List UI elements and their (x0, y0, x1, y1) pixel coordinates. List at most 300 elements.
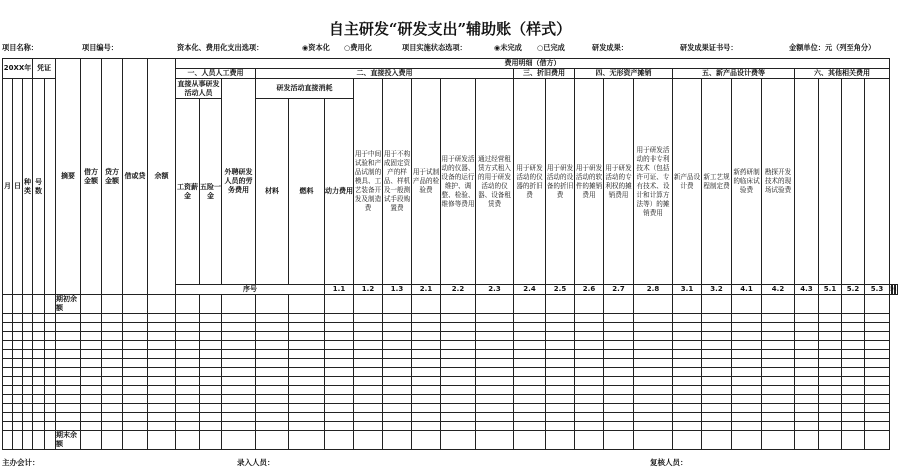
ledger-cell[interactable] (289, 341, 325, 350)
ledger-cell[interactable] (176, 377, 200, 386)
ledger-cell[interactable] (33, 332, 45, 341)
ledger-cell[interactable] (3, 422, 13, 431)
ledger-cell[interactable] (546, 323, 575, 332)
ledger-cell[interactable] (81, 323, 102, 332)
ledger-cell[interactable] (441, 386, 476, 395)
ledger-cell[interactable] (412, 332, 441, 341)
ledger-cell[interactable] (762, 341, 795, 350)
ledger-cell[interactable] (354, 431, 383, 450)
ledger-cell[interactable] (123, 341, 148, 350)
ledger-cell[interactable] (383, 395, 412, 404)
ledger-cell[interactable] (383, 341, 412, 350)
ledger-cell[interactable] (354, 377, 383, 386)
ledger-cell[interactable] (604, 350, 634, 359)
ledger-cell[interactable] (865, 386, 890, 395)
ledger-cell[interactable] (23, 314, 33, 323)
ledger-cell[interactable] (325, 404, 354, 413)
ledger-cell[interactable] (762, 404, 795, 413)
ledger-cell[interactable] (634, 431, 673, 450)
ledger-cell[interactable] (476, 341, 514, 350)
ledger-cell[interactable] (634, 359, 673, 368)
ledger-cell[interactable] (604, 422, 634, 431)
ledger-cell[interactable] (148, 350, 176, 359)
ledger-cell[interactable] (45, 413, 56, 422)
ledger-cell[interactable] (123, 431, 148, 450)
ledger-cell[interactable] (148, 404, 176, 413)
ledger-cell[interactable] (45, 404, 56, 413)
ledger-cell[interactable] (222, 359, 256, 368)
ledger-cell[interactable] (819, 422, 842, 431)
ledger-cell[interactable] (200, 359, 222, 368)
ledger-cell[interactable] (412, 314, 441, 323)
ledger-cell[interactable] (81, 413, 102, 422)
ledger-cell[interactable] (441, 341, 476, 350)
ledger-cell[interactable] (383, 368, 412, 377)
ledger-cell[interactable] (102, 368, 123, 377)
ledger-cell[interactable] (762, 386, 795, 395)
ledger-cell[interactable] (819, 404, 842, 413)
ledger-cell[interactable] (604, 359, 634, 368)
ledger-cell[interactable] (3, 332, 13, 341)
ledger-cell[interactable] (604, 386, 634, 395)
ledger-cell[interactable] (842, 323, 865, 332)
ledger-cell[interactable] (325, 332, 354, 341)
ledger-cell[interactable] (819, 413, 842, 422)
ledger-cell[interactable] (514, 395, 546, 404)
ledger-cell[interactable] (702, 386, 732, 395)
cap-radio-capitalize[interactable]: ◉资本化 (302, 43, 330, 52)
ledger-cell[interactable] (23, 413, 33, 422)
ledger-cell[interactable] (634, 386, 673, 395)
ledger-cell[interactable] (819, 377, 842, 386)
ledger-cell[interactable] (673, 377, 702, 386)
ledger-cell[interactable] (476, 314, 514, 323)
ledger-cell[interactable] (354, 341, 383, 350)
ledger-cell[interactable] (383, 413, 412, 422)
ledger-cell[interactable] (842, 431, 865, 450)
ledger-cell[interactable] (256, 404, 289, 413)
ledger-cell[interactable] (56, 395, 81, 404)
ledger-cell[interactable] (673, 332, 702, 341)
ledger-cell[interactable] (702, 404, 732, 413)
ledger-cell[interactable] (842, 395, 865, 404)
ledger-cell[interactable] (56, 332, 81, 341)
ledger-cell[interactable] (354, 350, 383, 359)
ledger-cell[interactable] (604, 332, 634, 341)
ledger-cell[interactable] (673, 314, 702, 323)
ledger-cell[interactable] (702, 431, 732, 450)
ledger-cell[interactable] (575, 341, 604, 350)
ledger-cell[interactable] (222, 323, 256, 332)
ledger-cell[interactable] (476, 386, 514, 395)
ledger-cell[interactable] (23, 341, 33, 350)
ledger-cell[interactable] (795, 395, 819, 404)
ledger-cell[interactable] (176, 341, 200, 350)
ledger-cell[interactable] (546, 350, 575, 359)
ledger-cell[interactable] (148, 314, 176, 323)
ledger-cell[interactable] (476, 323, 514, 332)
ledger-cell[interactable] (56, 377, 81, 386)
ledger-cell[interactable] (176, 395, 200, 404)
ledger-cell[interactable] (732, 395, 762, 404)
ledger-cell[interactable] (33, 422, 45, 431)
ledger-cell[interactable] (476, 295, 514, 314)
ledger-cell[interactable] (56, 404, 81, 413)
ledger-cell[interactable] (819, 332, 842, 341)
ledger-cell[interactable] (56, 422, 81, 431)
ledger-cell[interactable] (354, 422, 383, 431)
ledger-cell[interactable] (33, 404, 45, 413)
ledger-cell[interactable] (842, 404, 865, 413)
ledger-cell[interactable] (200, 341, 222, 350)
ledger-cell[interactable] (819, 359, 842, 368)
ledger-cell[interactable] (123, 413, 148, 422)
ledger-cell[interactable] (795, 323, 819, 332)
ledger-cell[interactable] (200, 350, 222, 359)
ledger-cell[interactable] (383, 323, 412, 332)
ledger-cell[interactable] (732, 332, 762, 341)
ledger-cell[interactable] (819, 368, 842, 377)
ledger-cell[interactable] (546, 404, 575, 413)
ledger-cell[interactable] (762, 332, 795, 341)
ledger-cell[interactable] (383, 359, 412, 368)
ledger-cell[interactable] (123, 323, 148, 332)
ledger-cell[interactable] (514, 422, 546, 431)
ledger-cell[interactable] (441, 314, 476, 323)
ledger-cell[interactable] (45, 323, 56, 332)
ledger-cell[interactable] (441, 404, 476, 413)
ledger-cell[interactable] (546, 395, 575, 404)
ledger-cell[interactable] (325, 422, 354, 431)
ledger-cell[interactable] (514, 295, 546, 314)
ledger-cell[interactable] (222, 341, 256, 350)
ledger-cell[interactable] (102, 377, 123, 386)
ledger-cell[interactable] (514, 413, 546, 422)
ledger-cell[interactable] (795, 332, 819, 341)
ledger-cell[interactable] (673, 386, 702, 395)
ledger-cell[interactable] (102, 341, 123, 350)
ledger-cell[interactable] (123, 368, 148, 377)
ledger-cell[interactable] (45, 341, 56, 350)
ledger-cell[interactable] (13, 295, 23, 314)
ledger-cell[interactable] (45, 295, 56, 314)
ledger-cell[interactable] (762, 314, 795, 323)
ledger-cell[interactable] (102, 404, 123, 413)
ledger-cell[interactable] (673, 350, 702, 359)
cap-radio-expense[interactable]: ○费用化 (344, 43, 372, 52)
ledger-cell[interactable] (575, 323, 604, 332)
ledger-cell[interactable] (514, 350, 546, 359)
ledger-cell[interactable] (3, 386, 13, 395)
ledger-cell[interactable] (256, 368, 289, 377)
ledger-cell[interactable] (702, 323, 732, 332)
ledger-cell[interactable] (354, 368, 383, 377)
ledger-cell[interactable] (546, 368, 575, 377)
ledger-cell[interactable] (23, 359, 33, 368)
ledger-cell[interactable] (3, 431, 13, 450)
ledger-cell[interactable] (102, 359, 123, 368)
ledger-cell[interactable] (514, 359, 546, 368)
ledger-cell[interactable] (546, 386, 575, 395)
ledger-cell[interactable] (762, 395, 795, 404)
ledger-cell[interactable] (23, 386, 33, 395)
ledger-cell[interactable] (476, 413, 514, 422)
ledger-cell[interactable] (575, 386, 604, 395)
ledger-cell[interactable] (732, 341, 762, 350)
ledger-cell[interactable] (45, 368, 56, 377)
ledger-cell[interactable] (222, 368, 256, 377)
ledger-cell[interactable] (702, 413, 732, 422)
ledger-cell[interactable] (176, 413, 200, 422)
ledger-cell[interactable] (325, 314, 354, 323)
ledger-cell[interactable] (441, 295, 476, 314)
ledger-cell[interactable] (546, 413, 575, 422)
ledger-cell[interactable] (148, 413, 176, 422)
ledger-cell[interactable] (81, 314, 102, 323)
ledger-cell[interactable] (3, 350, 13, 359)
ledger-cell[interactable] (795, 404, 819, 413)
ledger-cell[interactable] (81, 377, 102, 386)
ledger-cell[interactable] (102, 413, 123, 422)
ledger-cell[interactable] (222, 314, 256, 323)
ledger-cell[interactable] (23, 295, 33, 314)
ledger-cell[interactable] (3, 368, 13, 377)
ledger-cell[interactable] (289, 295, 325, 314)
ledger-cell[interactable] (412, 386, 441, 395)
ledger-cell[interactable] (842, 368, 865, 377)
ledger-cell[interactable] (23, 404, 33, 413)
ledger-cell[interactable] (176, 431, 200, 450)
ledger-cell[interactable] (702, 350, 732, 359)
ledger-cell[interactable] (45, 314, 56, 323)
ledger-cell[interactable] (412, 413, 441, 422)
ledger-cell[interactable] (634, 350, 673, 359)
ledger-cell[interactable] (256, 395, 289, 404)
ledger-cell[interactable] (575, 422, 604, 431)
ledger-cell[interactable] (383, 422, 412, 431)
ledger-cell[interactable] (123, 350, 148, 359)
ledger-cell[interactable] (325, 431, 354, 450)
ledger-cell[interactable] (795, 350, 819, 359)
ledger-cell[interactable] (604, 395, 634, 404)
ledger-cell[interactable] (23, 377, 33, 386)
ledger-cell[interactable] (865, 295, 890, 314)
ledger-cell[interactable] (13, 386, 23, 395)
ledger-cell[interactable] (148, 386, 176, 395)
ledger-cell[interactable] (412, 295, 441, 314)
ledger-cell[interactable] (732, 323, 762, 332)
ledger-cell[interactable] (762, 295, 795, 314)
ledger-cell[interactable] (123, 404, 148, 413)
ledger-cell[interactable] (81, 295, 102, 314)
ledger-cell[interactable] (13, 350, 23, 359)
ledger-cell[interactable] (441, 332, 476, 341)
ledger-cell[interactable] (33, 377, 45, 386)
ledger-cell[interactable] (222, 404, 256, 413)
ledger-cell[interactable] (819, 395, 842, 404)
ledger-cell[interactable] (102, 295, 123, 314)
ledger-cell[interactable] (256, 350, 289, 359)
ledger-cell[interactable] (23, 422, 33, 431)
ledger-cell[interactable] (176, 332, 200, 341)
ledger-cell[interactable] (673, 323, 702, 332)
ledger-cell[interactable] (289, 368, 325, 377)
ledger-cell[interactable] (33, 314, 45, 323)
ledger-cell[interactable] (732, 314, 762, 323)
ledger-cell[interactable] (3, 377, 13, 386)
ledger-cell[interactable] (383, 386, 412, 395)
ledger-cell[interactable] (865, 323, 890, 332)
ledger-cell[interactable] (865, 395, 890, 404)
ledger-cell[interactable] (289, 350, 325, 359)
ledger-cell[interactable] (634, 332, 673, 341)
ledger-cell[interactable] (441, 377, 476, 386)
ledger-cell[interactable] (33, 323, 45, 332)
ledger-cell[interactable] (45, 395, 56, 404)
ledger-cell[interactable] (13, 431, 23, 450)
ledger-cell[interactable] (476, 404, 514, 413)
ledger-cell[interactable] (45, 386, 56, 395)
ledger-cell[interactable] (575, 350, 604, 359)
ledger-cell[interactable] (795, 422, 819, 431)
ledger-cell[interactable] (289, 323, 325, 332)
ledger-cell[interactable] (673, 395, 702, 404)
ledger-cell[interactable] (441, 413, 476, 422)
ledger-cell[interactable] (702, 314, 732, 323)
ledger-cell[interactable] (514, 386, 546, 395)
ledger-cell[interactable] (634, 323, 673, 332)
ledger-cell[interactable] (842, 413, 865, 422)
ledger-cell[interactable] (33, 386, 45, 395)
ledger-cell[interactable] (604, 314, 634, 323)
ledger-cell[interactable] (819, 350, 842, 359)
ledger-cell[interactable] (634, 341, 673, 350)
ledger-cell[interactable] (604, 341, 634, 350)
ledger-cell[interactable] (148, 295, 176, 314)
ledger-cell[interactable] (732, 386, 762, 395)
ledger-cell[interactable] (222, 422, 256, 431)
ledger-cell[interactable] (222, 350, 256, 359)
ledger-cell[interactable] (702, 395, 732, 404)
ledger-cell[interactable] (476, 431, 514, 450)
ledger-cell[interactable] (325, 413, 354, 422)
ledger-cell[interactable] (33, 431, 45, 450)
ledger-cell[interactable] (575, 359, 604, 368)
ledger-cell[interactable] (81, 431, 102, 450)
ledger-cell[interactable] (56, 314, 81, 323)
ledger-cell[interactable] (412, 431, 441, 450)
ledger-cell[interactable] (354, 395, 383, 404)
ledger-cell[interactable] (325, 341, 354, 350)
ledger-cell[interactable] (634, 314, 673, 323)
ledger-cell[interactable] (81, 359, 102, 368)
ledger-cell[interactable] (148, 359, 176, 368)
ledger-cell[interactable] (383, 377, 412, 386)
ledger-cell[interactable] (412, 404, 441, 413)
ledger-cell[interactable] (325, 368, 354, 377)
ledger-cell[interactable] (289, 314, 325, 323)
ledger-cell[interactable] (200, 377, 222, 386)
ledger-cell[interactable] (819, 386, 842, 395)
ledger-cell[interactable] (102, 332, 123, 341)
ledger-cell[interactable] (762, 422, 795, 431)
ledger-cell[interactable] (123, 395, 148, 404)
ledger-cell[interactable] (604, 413, 634, 422)
ledger-cell[interactable] (819, 295, 842, 314)
ledger-cell[interactable] (842, 350, 865, 359)
ledger-cell[interactable] (842, 341, 865, 350)
ledger-cell[interactable] (289, 377, 325, 386)
ledger-cell[interactable] (33, 413, 45, 422)
ledger-cell[interactable] (13, 368, 23, 377)
ledger-cell[interactable] (604, 323, 634, 332)
ledger-cell[interactable] (819, 431, 842, 450)
ledger-cell[interactable] (45, 350, 56, 359)
ledger-cell[interactable] (702, 422, 732, 431)
ledger-cell[interactable] (842, 386, 865, 395)
ledger-cell[interactable] (412, 377, 441, 386)
ledger-cell[interactable] (200, 413, 222, 422)
ledger-cell[interactable] (634, 368, 673, 377)
ledger-cell[interactable] (383, 350, 412, 359)
ledger-cell[interactable] (81, 395, 102, 404)
ledger-cell[interactable] (256, 422, 289, 431)
ledger-cell[interactable] (673, 341, 702, 350)
ledger-cell[interactable] (383, 332, 412, 341)
ledger-cell[interactable] (842, 295, 865, 314)
ledger-cell[interactable] (148, 341, 176, 350)
ledger-cell[interactable] (102, 431, 123, 450)
ledger-cell[interactable] (56, 359, 81, 368)
ledger-cell[interactable] (732, 404, 762, 413)
ledger-cell[interactable] (575, 295, 604, 314)
ledger-cell[interactable] (634, 295, 673, 314)
ledger-cell[interactable] (33, 341, 45, 350)
ledger-cell[interactable] (123, 332, 148, 341)
ledger-cell[interactable] (81, 404, 102, 413)
ledger-cell[interactable] (514, 332, 546, 341)
ledger-cell[interactable] (412, 341, 441, 350)
ledger-cell[interactable] (795, 377, 819, 386)
ledger-cell[interactable] (865, 413, 890, 422)
ledger-cell[interactable] (289, 431, 325, 450)
ledger-cell[interactable] (3, 323, 13, 332)
ledger-cell[interactable] (575, 413, 604, 422)
ledger-cell[interactable] (634, 422, 673, 431)
ledger-cell[interactable] (45, 431, 56, 450)
ledger-cell[interactable] (102, 314, 123, 323)
ledger-cell[interactable] (13, 341, 23, 350)
ledger-cell[interactable] (289, 422, 325, 431)
ledger-cell[interactable] (865, 332, 890, 341)
ledger-cell[interactable] (13, 359, 23, 368)
ledger-cell[interactable] (865, 368, 890, 377)
ledger-cell[interactable] (289, 395, 325, 404)
ledger-cell[interactable] (762, 359, 795, 368)
ledger-cell[interactable] (3, 295, 13, 314)
ledger-cell[interactable] (289, 332, 325, 341)
ledger-cell[interactable] (176, 368, 200, 377)
ledger-cell[interactable] (673, 431, 702, 450)
ledger-cell[interactable] (673, 368, 702, 377)
ledger-cell[interactable] (673, 404, 702, 413)
ledger-cell[interactable] (3, 413, 13, 422)
ledger-cell[interactable] (476, 359, 514, 368)
status-radio-unfinished[interactable]: ◉未完成 (494, 43, 522, 52)
ledger-cell[interactable] (123, 386, 148, 395)
ledger-cell[interactable] (441, 395, 476, 404)
ledger-cell[interactable] (732, 431, 762, 450)
